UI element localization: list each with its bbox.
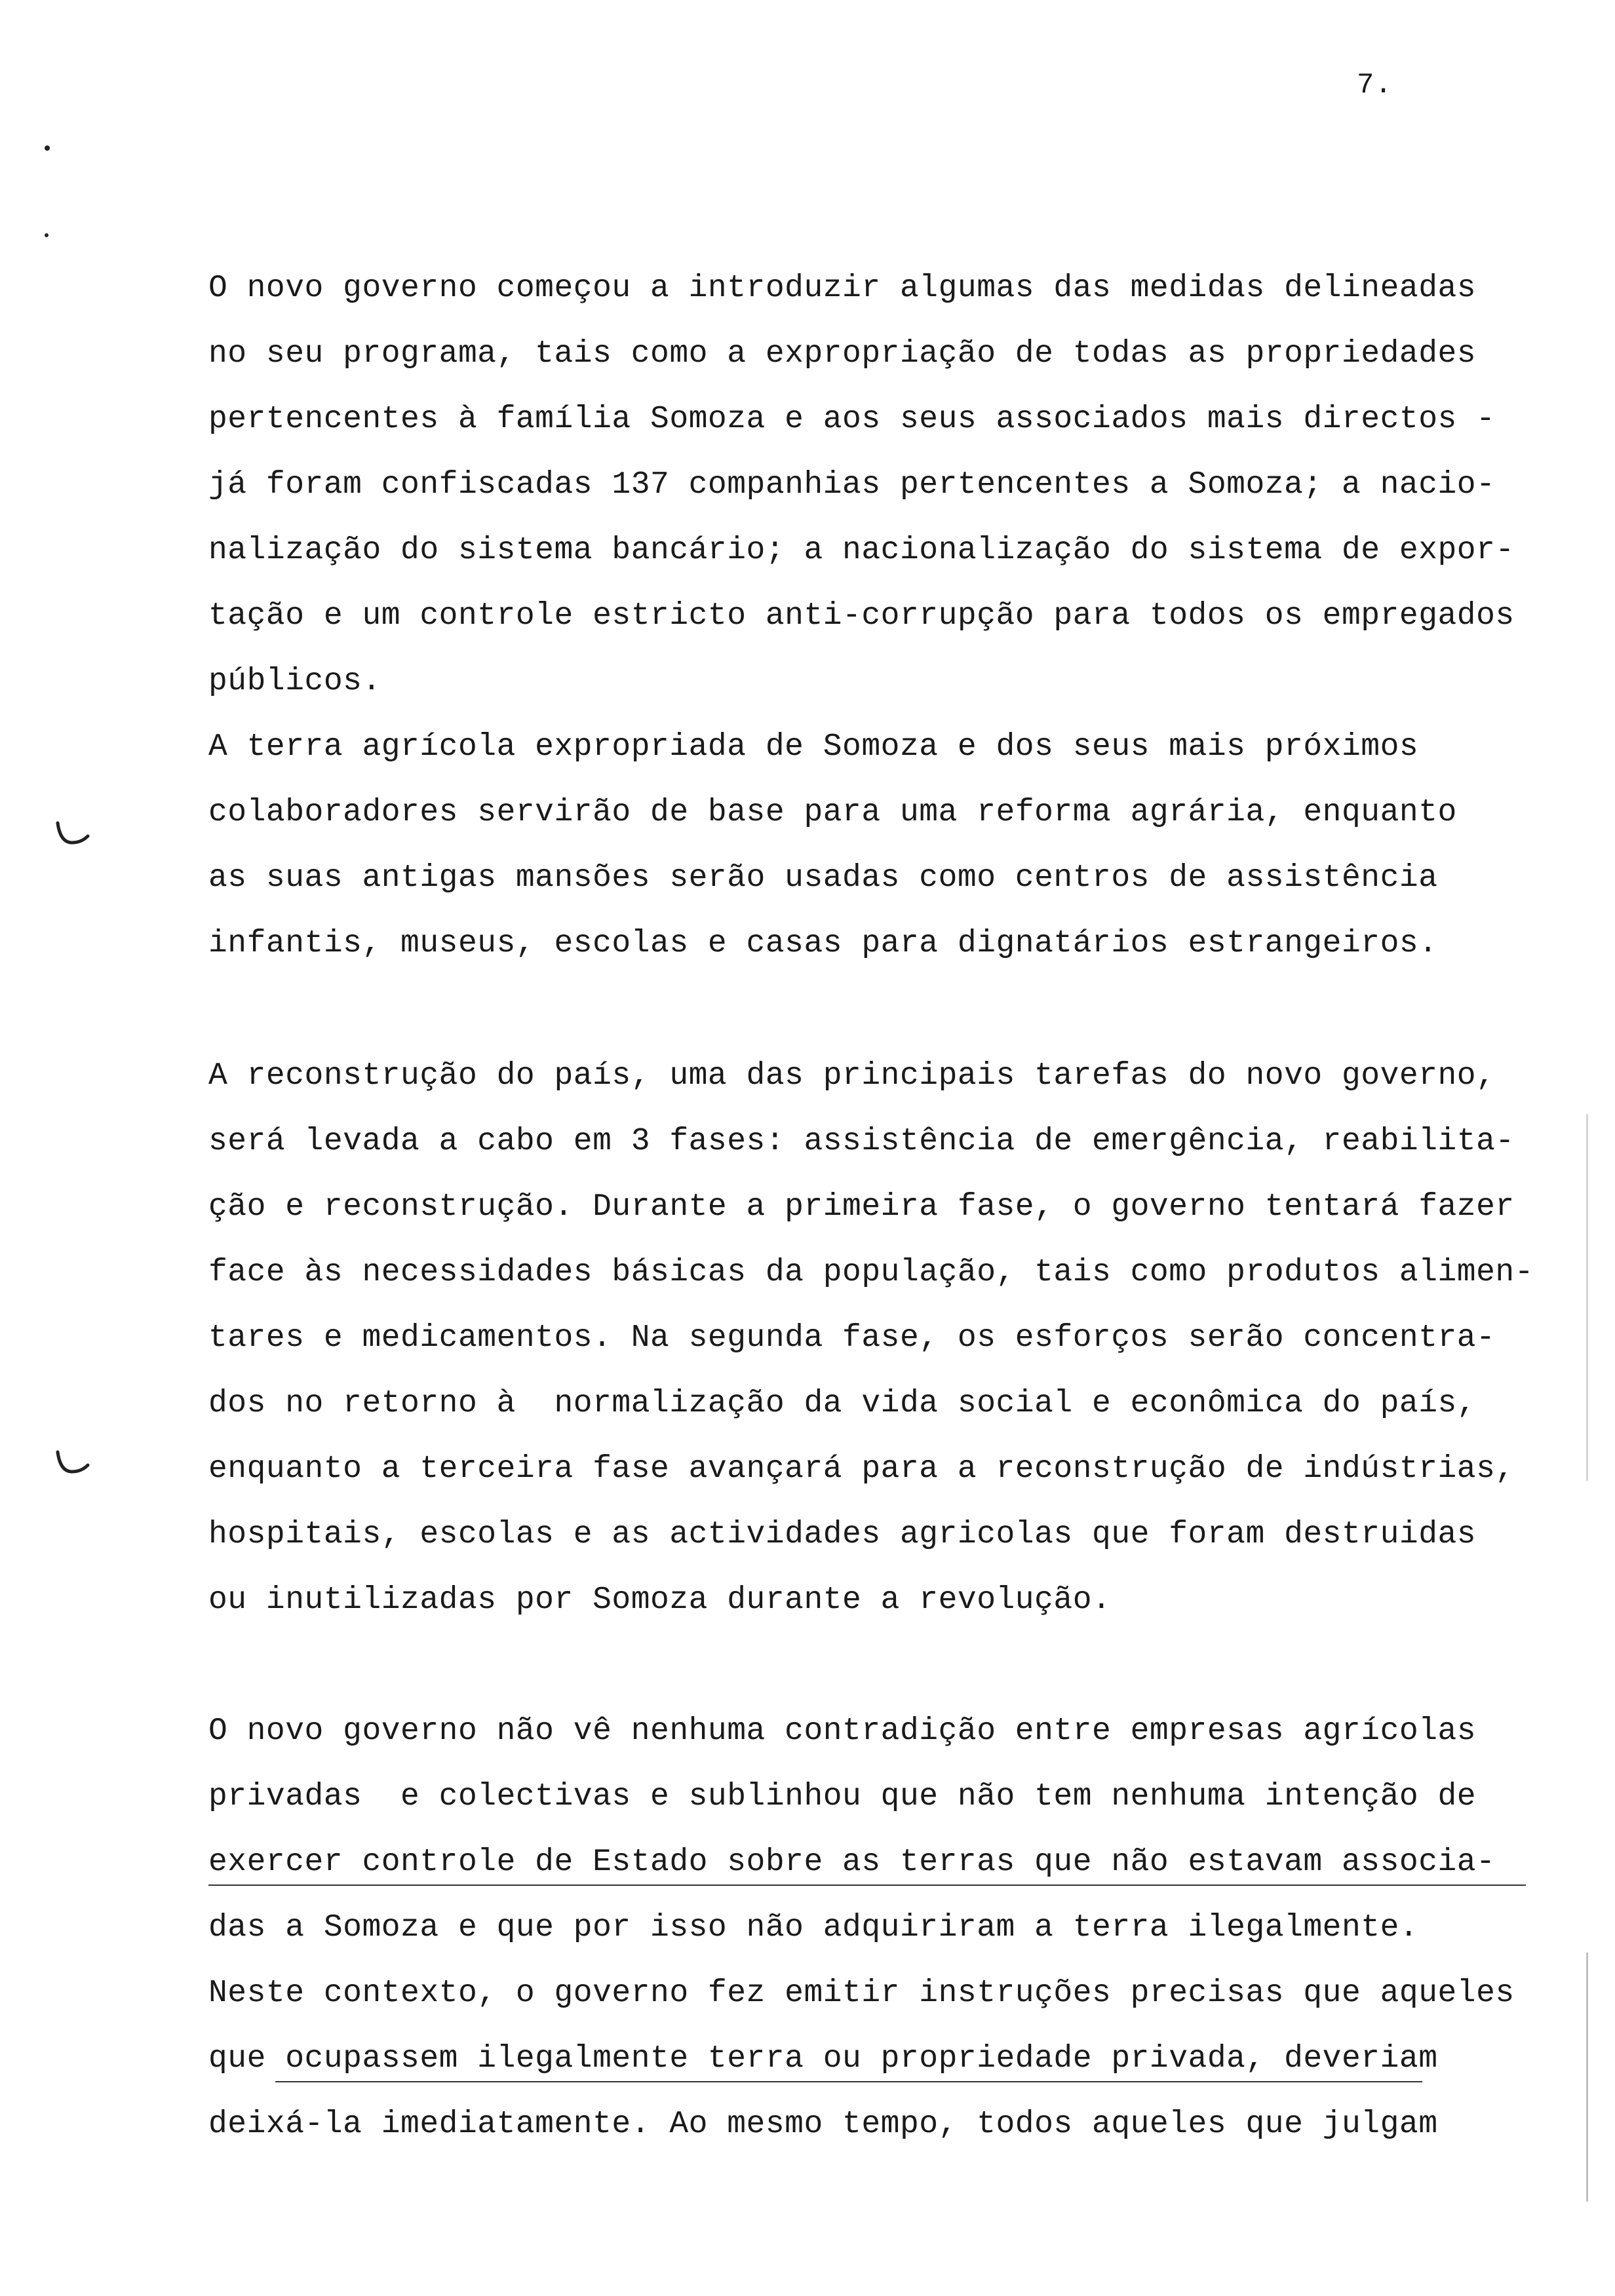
paragraph-2-line: face às necessidades básicas da população, tais como produtos alimen- <box>208 1255 1534 1290</box>
paragraph-2-line: tares e medicamentos. Na segunda fase, os esforços serão concentra- <box>208 1320 1496 1356</box>
paragraph-1-line: infantis, museus, escolas e casas para dignatários estrangeiros. <box>208 926 1438 961</box>
paragraph-1-line: A terra agrícola expropriada de Somoza e dos seus mais próximos <box>208 729 1419 765</box>
margin-arc-mark <box>52 819 92 858</box>
paragraph-2-line: será levada a cabo em 3 fases: assistência de emergência, reabilita- <box>208 1124 1515 1159</box>
paragraph-1-line: tação e um controle estricto anti-corrupção para todos os empregados <box>208 598 1515 634</box>
margin-dot-mark <box>45 233 49 237</box>
paragraph-1-line: O novo governo começou a introduzir algumas das medidas delineadas <box>208 271 1477 306</box>
paragraph-2-line: A reconstrução do país, uma das principais tarefas do novo governo, <box>208 1058 1496 1094</box>
paragraph-2-line: enquanto a terceira fase avançará para a reconstrução de indústrias, <box>208 1451 1515 1487</box>
page-number: 7. <box>1357 69 1393 102</box>
paragraph-2-line: hospitais, escolas e as actividades agricolas que foram destruidas <box>208 1517 1477 1552</box>
margin-dot-mark <box>45 145 50 151</box>
paragraph-1-line: pertencentes à família Somoza e aos seus associados mais directos - <box>208 402 1496 437</box>
paragraph-2-line: dos no retorno à normalização da vida social e econômica do país, <box>208 1386 1477 1421</box>
paragraph-1-line: no seu programa, tais como a expropriação de todas as propriedades <box>208 336 1477 372</box>
paragraph-3-line: privadas e colectivas e sublinhou que não tem nenhuma intenção de <box>208 1779 1477 1814</box>
handwritten-underline <box>208 1885 1526 1886</box>
margin-arc-mark <box>52 1448 92 1487</box>
paragraph-3-line: Neste contexto, o governo fez emitir instruções precisas que aqueles <box>208 1976 1515 2011</box>
paragraph-2-line: ou inutilizadas por Somoza durante a revolução. <box>208 1582 1112 1618</box>
paragraph-3-line: O novo governo não vê nenhuma contradição entre empresas agrícolas <box>208 1713 1477 1749</box>
paragraph-1-line: já foram confiscadas 137 companhias pertencentes a Somoza; a nacio- <box>208 467 1496 503</box>
paragraph-3-line: exercer controle de Estado sobre as terras que não estavam associa- <box>208 1845 1496 1880</box>
paragraph-1-line: colaboradores servirão de base para uma reforma agrária, enquanto <box>208 795 1457 830</box>
paragraph-3-line: que ocupassem ilegalmente terra ou propriedade privada, deveriam <box>208 2041 1438 2076</box>
paragraph-1-line: as suas antigas mansões serão usadas como centros de assistência <box>208 860 1438 896</box>
paragraph-1-line: nalização do sistema bancário; a nacionalização do sistema de expor- <box>208 533 1515 568</box>
paragraph-2-line: ção e reconstrução. Durante a primeira fase, o governo tentará fazer <box>208 1189 1515 1225</box>
paragraph-3-line: deixá-la imediatamente. Ao mesmo tempo, todos aqueles que julgam <box>208 2107 1438 2142</box>
paragraph-3-line: das a Somoza e que por isso não adquiriram a terra ilegalmente. <box>208 1910 1419 1945</box>
scan-edge-mark <box>1586 1114 1588 1481</box>
scan-edge-mark <box>1586 1953 1588 2202</box>
paragraph-1-line: públicos. <box>208 664 381 699</box>
handwritten-underline <box>275 2081 1422 2082</box>
